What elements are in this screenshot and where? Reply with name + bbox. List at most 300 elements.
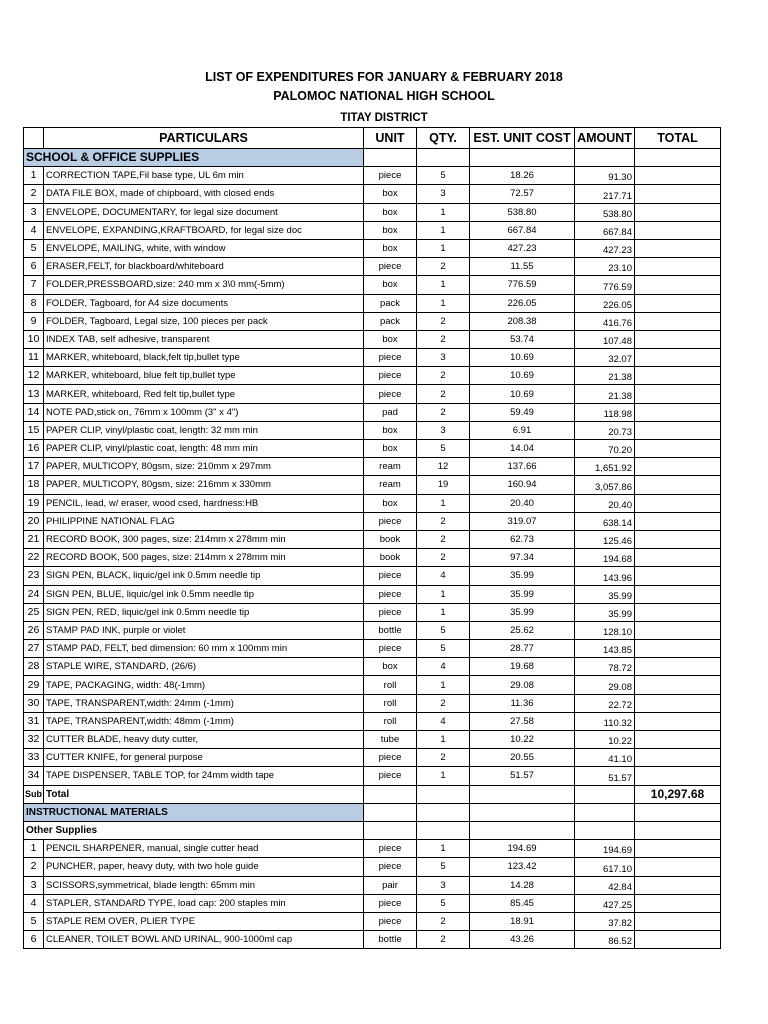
row-unit-cost: 27.58 (470, 712, 575, 730)
row-total (635, 440, 721, 458)
table-row (24, 476, 721, 494)
row-unit-cost: 20.55 (470, 749, 575, 767)
table-row (24, 694, 721, 712)
row-particulars: STAPLER, STANDARD TYPE, load cap: 200 staples min (44, 894, 364, 912)
row-qty: 1 (417, 203, 470, 221)
table-row (24, 549, 721, 567)
row-qty: 1 (417, 239, 470, 257)
row-qty: 2 (417, 912, 470, 930)
row-particulars: MARKER, whiteboard, blue felt tip,bullet type (44, 367, 364, 385)
row-number: 1 (24, 840, 44, 858)
row-number: 10 (24, 330, 44, 348)
row-unit: bottle (364, 621, 417, 639)
row-number: 13 (24, 385, 44, 403)
table-row (24, 221, 721, 239)
empty-cell (364, 785, 417, 803)
header-no (24, 128, 44, 149)
row-unit: box (364, 494, 417, 512)
row-number: 32 (24, 731, 44, 749)
row-qty: 1 (417, 276, 470, 294)
row-particulars: NOTE PAD,stick on, 76mm x 100mm (3" x 4") (44, 403, 364, 421)
row-qty: 1 (417, 731, 470, 749)
row-particulars: CUTTER BLADE, heavy duty cutter, (44, 731, 364, 749)
row-particulars: FOLDER, Tagboard, for A4 size documents (44, 294, 364, 312)
table-row (24, 167, 721, 185)
row-unit-cost: 10.69 (470, 385, 575, 403)
row-qty: 2 (417, 312, 470, 330)
row-amount: 194.68 (575, 549, 635, 567)
row-amount: 538.80 (575, 203, 635, 221)
row-qty: 2 (417, 258, 470, 276)
row-total (635, 530, 721, 548)
row-total (635, 221, 721, 239)
row-unit-cost: 53.74 (470, 330, 575, 348)
row-total (635, 585, 721, 603)
row-number: 27 (24, 640, 44, 658)
empty-cell (575, 803, 635, 821)
table-row (24, 731, 721, 749)
row-amount: 226.05 (575, 294, 635, 312)
table-row (24, 712, 721, 730)
row-qty: 5 (417, 440, 470, 458)
row-total (635, 312, 721, 330)
row-unit: pack (364, 312, 417, 330)
row-number: 3 (24, 876, 44, 894)
row-unit: box (364, 330, 417, 348)
row-unit: box (364, 658, 417, 676)
row-particulars: SIGN PEN, BLACK, liquic/gel ink 0.5mm needle tip (44, 567, 364, 585)
row-number: 3 (24, 203, 44, 221)
empty-cell (635, 821, 721, 839)
row-number: 18 (24, 476, 44, 494)
row-qty: 1 (417, 767, 470, 785)
row-qty: 1 (417, 294, 470, 312)
subtotal-prefix: Sub (24, 785, 44, 803)
row-particulars: PHILIPPINE NATIONAL FLAG (44, 512, 364, 530)
expenditure-table (23, 127, 721, 949)
row-number: 33 (24, 749, 44, 767)
header-unit: UNIT (364, 128, 417, 149)
row-number: 30 (24, 694, 44, 712)
row-total (635, 621, 721, 639)
row-amount: 416.76 (575, 312, 635, 330)
row-particulars: SIGN PEN, BLUE, liquic/gel ink 0.5mm needle tip (44, 585, 364, 603)
row-unit-cost: 10.69 (470, 349, 575, 367)
row-unit-cost: 20.40 (470, 494, 575, 512)
row-total (635, 858, 721, 876)
row-total (635, 694, 721, 712)
row-unit-cost: 59.49 (470, 403, 575, 421)
row-total (635, 476, 721, 494)
row-qty: 5 (417, 621, 470, 639)
row-qty: 5 (417, 894, 470, 912)
section-label: INSTRUCTIONAL MATERIALS (24, 803, 364, 821)
row-particulars: TAPE DISPENSER, TABLE TOP, for 24mm width tape (44, 767, 364, 785)
row-unit-cost: 11.36 (470, 694, 575, 712)
row-unit-cost: 85.45 (470, 894, 575, 912)
table-row (24, 403, 721, 421)
row-unit-cost: 123.42 (470, 858, 575, 876)
header-row (24, 128, 721, 149)
row-qty: 2 (417, 749, 470, 767)
row-number: 34 (24, 767, 44, 785)
row-number: 4 (24, 894, 44, 912)
row-total (635, 203, 721, 221)
row-total (635, 676, 721, 694)
table-row (24, 894, 721, 912)
row-unit-cost: 208.38 (470, 312, 575, 330)
report-title: LIST OF EXPENDITURES FOR JANUARY & FEBRUARY 2018 (205, 70, 563, 84)
row-particulars: RECORD BOOK, 300 pages, size: 214mm x 278mm min (44, 530, 364, 548)
row-amount: 37.82 (575, 912, 635, 930)
row-amount: 78.72 (575, 658, 635, 676)
row-number: 2 (24, 185, 44, 203)
row-total (635, 749, 721, 767)
row-unit-cost: 11.55 (470, 258, 575, 276)
row-amount: 91.30 (575, 167, 635, 185)
row-number: 28 (24, 658, 44, 676)
row-total (635, 931, 721, 949)
table-row (24, 658, 721, 676)
row-unit: box (364, 221, 417, 239)
row-amount: 22.72 (575, 694, 635, 712)
row-qty: 4 (417, 712, 470, 730)
row-unit: pad (364, 403, 417, 421)
row-unit: piece (364, 858, 417, 876)
district-name: TITAY DISTRICT (340, 112, 428, 124)
row-total (635, 658, 721, 676)
row-total (635, 512, 721, 530)
row-amount: 21.38 (575, 385, 635, 403)
row-unit: box (364, 440, 417, 458)
row-number: 15 (24, 421, 44, 439)
row-particulars: PAPER CLIP, vinyl/plastic coat, length: 48 mm min (44, 440, 364, 458)
row-number: 9 (24, 312, 44, 330)
row-qty: 5 (417, 640, 470, 658)
row-unit-cost: 25.62 (470, 621, 575, 639)
row-qty: 2 (417, 367, 470, 385)
row-number: 11 (24, 349, 44, 367)
row-unit: piece (364, 603, 417, 621)
row-number: 22 (24, 549, 44, 567)
row-amount: 23.10 (575, 258, 635, 276)
row-unit-cost: 18.26 (470, 167, 575, 185)
row-unit: piece (364, 385, 417, 403)
table-row (24, 876, 721, 894)
row-amount: 107.48 (575, 330, 635, 348)
row-unit: roll (364, 712, 417, 730)
row-amount: 128.10 (575, 621, 635, 639)
row-amount: 143.85 (575, 640, 635, 658)
row-qty: 2 (417, 385, 470, 403)
row-total (635, 330, 721, 348)
row-qty: 4 (417, 658, 470, 676)
row-number: 12 (24, 367, 44, 385)
row-unit-cost: 18.91 (470, 912, 575, 930)
row-qty: 1 (417, 494, 470, 512)
row-total (635, 894, 721, 912)
row-amount: 638.14 (575, 512, 635, 530)
row-qty: 1 (417, 603, 470, 621)
row-number: 6 (24, 258, 44, 276)
row-total (635, 712, 721, 730)
row-amount: 21.38 (575, 367, 635, 385)
table-row (24, 385, 721, 403)
row-unit: piece (364, 585, 417, 603)
empty-cell (417, 785, 470, 803)
table-row (24, 258, 721, 276)
header-particulars: PARTICULARS (44, 128, 364, 149)
row-particulars: STAPLE REM OVER, PLIER TYPE (44, 912, 364, 930)
row-number: 6 (24, 931, 44, 949)
row-unit-cost: 6.91 (470, 421, 575, 439)
row-total (635, 294, 721, 312)
table-row (24, 912, 721, 930)
row-qty: 2 (417, 403, 470, 421)
row-unit: ream (364, 476, 417, 494)
row-unit: book (364, 530, 417, 548)
row-amount: 51.57 (575, 767, 635, 785)
row-number: 19 (24, 494, 44, 512)
empty-cell (364, 821, 417, 839)
row-particulars: MARKER, whiteboard, black,felt tip,bullet type (44, 349, 364, 367)
subtotal-label: Total (44, 785, 364, 803)
row-amount: 194.69 (575, 840, 635, 858)
row-number: 4 (24, 221, 44, 239)
row-particulars: STAMP PAD INK, purple or violet (44, 621, 364, 639)
row-amount: 10.22 (575, 731, 635, 749)
row-number: 17 (24, 458, 44, 476)
row-total (635, 458, 721, 476)
row-amount: 86.52 (575, 931, 635, 949)
table-row (24, 585, 721, 603)
row-amount: 617.10 (575, 858, 635, 876)
row-unit-cost: 319.07 (470, 512, 575, 530)
row-number: 16 (24, 440, 44, 458)
row-particulars: TAPE, TRANSPARENT,width: 48mm (-1mm) (44, 712, 364, 730)
row-amount: 29.08 (575, 676, 635, 694)
row-amount: 776.59 (575, 276, 635, 294)
row-unit-cost: 29.08 (470, 676, 575, 694)
row-total (635, 640, 721, 658)
row-total (635, 276, 721, 294)
row-qty: 3 (417, 349, 470, 367)
row-unit-cost: 10.69 (470, 367, 575, 385)
row-particulars: CLEANER, TOILET BOWL AND URINAL, 900-1000ml cap (44, 931, 364, 949)
row-unit: ream (364, 458, 417, 476)
row-total (635, 167, 721, 185)
table-row (24, 458, 721, 476)
row-qty: 1 (417, 840, 470, 858)
row-amount: 41.10 (575, 749, 635, 767)
row-unit: book (364, 549, 417, 567)
table-row (24, 276, 721, 294)
section-row-school-supplies (24, 149, 721, 167)
empty-cell (417, 821, 470, 839)
empty-cell (417, 803, 470, 821)
row-particulars: CORRECTION TAPE,Fil base type, UL 6m min (44, 167, 364, 185)
table-row (24, 312, 721, 330)
row-particulars: ENVELOPE, DOCUMENTARY, for legal size document (44, 203, 364, 221)
row-particulars: PAPER, MULTICOPY, 80gsm, size: 210mm x 297mm (44, 458, 364, 476)
row-unit-cost: 62.73 (470, 530, 575, 548)
header-cost: EST. UNIT COST (470, 128, 575, 149)
row-unit-cost: 538.80 (470, 203, 575, 221)
row-amount: 20.73 (575, 421, 635, 439)
table-row (24, 367, 721, 385)
row-unit: piece (364, 767, 417, 785)
row-unit-cost: 160.94 (470, 476, 575, 494)
row-unit: piece (364, 367, 417, 385)
row-amount: 217.71 (575, 185, 635, 203)
row-qty: 5 (417, 167, 470, 185)
table-row (24, 330, 721, 348)
header-total: TOTAL (635, 128, 721, 149)
row-unit-cost: 226.05 (470, 294, 575, 312)
table-row (24, 294, 721, 312)
row-particulars: ENVELOPE, MAILING, white, with window (44, 239, 364, 257)
empty-cell (575, 821, 635, 839)
row-unit: piece (364, 167, 417, 185)
table-row (24, 567, 721, 585)
row-amount: 32.07 (575, 349, 635, 367)
row-number: 7 (24, 276, 44, 294)
row-particulars: PAPER, MULTICOPY, 80gsm, size: 216mm x 330mm (44, 476, 364, 494)
row-unit: roll (364, 694, 417, 712)
row-total (635, 840, 721, 858)
table-row (24, 203, 721, 221)
row-amount: 3,057.86 (575, 476, 635, 494)
row-qty: 1 (417, 585, 470, 603)
row-unit-cost: 35.99 (470, 603, 575, 621)
row-amount: 125.46 (575, 530, 635, 548)
row-total (635, 912, 721, 930)
row-particulars: PENCIL SHARPENER, manual, single cutter head (44, 840, 364, 858)
row-number: 25 (24, 603, 44, 621)
row-particulars: SIGN PEN, RED, liquic/gel ink 0.5mm needle tip (44, 603, 364, 621)
row-qty: 1 (417, 676, 470, 694)
row-total (635, 549, 721, 567)
row-unit-cost: 776.59 (470, 276, 575, 294)
row-number: 23 (24, 567, 44, 585)
row-total (635, 567, 721, 585)
row-number: 14 (24, 403, 44, 421)
row-unit: pack (364, 294, 417, 312)
row-qty: 2 (417, 330, 470, 348)
row-total (635, 385, 721, 403)
school-name: PALOMOC NATIONAL HIGH SCHOOL (273, 89, 495, 103)
row-total (635, 239, 721, 257)
table-row (24, 621, 721, 639)
row-particulars: PENCIL, lead, w/ eraser, wood csed, hardness:HB (44, 494, 364, 512)
row-particulars: FOLDER,PRESSBOARD,size: 240 mm x 3\0 mm(-5mm) (44, 276, 364, 294)
row-unit-cost: 427.23 (470, 239, 575, 257)
row-number: 31 (24, 712, 44, 730)
row-qty: 4 (417, 567, 470, 585)
row-unit-cost: 14.04 (470, 440, 575, 458)
row-particulars: PUNCHER, paper, heavy duty, with two hole guide (44, 858, 364, 876)
row-amount: 110.32 (575, 712, 635, 730)
row-particulars: PAPER CLIP, vinyl/plastic coat, length: 32 mm min (44, 421, 364, 439)
row-unit: piece (364, 349, 417, 367)
row-amount: 1,651.92 (575, 458, 635, 476)
row-total (635, 367, 721, 385)
row-qty: 3 (417, 421, 470, 439)
row-number: 1 (24, 167, 44, 185)
row-total (635, 731, 721, 749)
table-row (24, 767, 721, 785)
section-label: SCHOOL & OFFICE SUPPLIES (24, 149, 364, 167)
row-unit-cost: 667.84 (470, 221, 575, 239)
row-amount: 35.99 (575, 603, 635, 621)
table-row (24, 749, 721, 767)
row-particulars: RECORD BOOK, 500 pages, size: 214mm x 278mm min (44, 549, 364, 567)
row-number: 5 (24, 912, 44, 930)
row-unit: roll (364, 676, 417, 694)
row-particulars: TAPE, TRANSPARENT,width: 24mm (-1mm) (44, 694, 364, 712)
table-row (24, 349, 721, 367)
row-total (635, 494, 721, 512)
row-amount: 42.84 (575, 876, 635, 894)
empty-cell (364, 803, 417, 821)
row-total (635, 185, 721, 203)
row-unit-cost: 43.26 (470, 931, 575, 949)
row-qty: 12 (417, 458, 470, 476)
row-unit-cost: 14.28 (470, 876, 575, 894)
row-number: 20 (24, 512, 44, 530)
table-row (24, 421, 721, 439)
row-qty: 3 (417, 185, 470, 203)
table-row (24, 676, 721, 694)
table-row (24, 512, 721, 530)
table-row (24, 530, 721, 548)
row-qty: 3 (417, 876, 470, 894)
row-particulars: TAPE, PACKAGING, width: 48(-1mm) (44, 676, 364, 694)
row-amount: 427.23 (575, 239, 635, 257)
row-unit-cost: 19.68 (470, 658, 575, 676)
row-number: 26 (24, 621, 44, 639)
row-unit-cost: 97.34 (470, 549, 575, 567)
subsection-label: Other Supplies (24, 821, 364, 839)
row-amount: 118.98 (575, 403, 635, 421)
row-qty: 2 (417, 512, 470, 530)
table-row (24, 239, 721, 257)
row-unit: piece (364, 840, 417, 858)
row-amount: 70.20 (575, 440, 635, 458)
row-unit-cost: 51.57 (470, 767, 575, 785)
row-total (635, 767, 721, 785)
row-amount: 143.96 (575, 567, 635, 585)
row-particulars: ENVELOPE, EXPANDING,KRAFTBOARD, for legal size doc (44, 221, 364, 239)
row-number: 8 (24, 294, 44, 312)
table-row (24, 494, 721, 512)
row-unit: piece (364, 912, 417, 930)
row-unit-cost: 137.66 (470, 458, 575, 476)
row-qty: 2 (417, 931, 470, 949)
row-qty: 2 (417, 549, 470, 567)
row-number: 21 (24, 530, 44, 548)
empty-cell (470, 785, 575, 803)
subsection-row-other-supplies (24, 821, 721, 839)
row-unit-cost: 194.69 (470, 840, 575, 858)
row-unit: box (364, 239, 417, 257)
row-particulars: DATA FILE BOX, made of chipboard, with closed ends (44, 185, 364, 203)
row-total (635, 603, 721, 621)
row-number: 5 (24, 239, 44, 257)
row-amount: 667.84 (575, 221, 635, 239)
row-particulars: FOLDER, Tagboard, Legal size, 100 pieces per pack (44, 312, 364, 330)
subtotal-value: 10,297.68 (635, 785, 721, 803)
